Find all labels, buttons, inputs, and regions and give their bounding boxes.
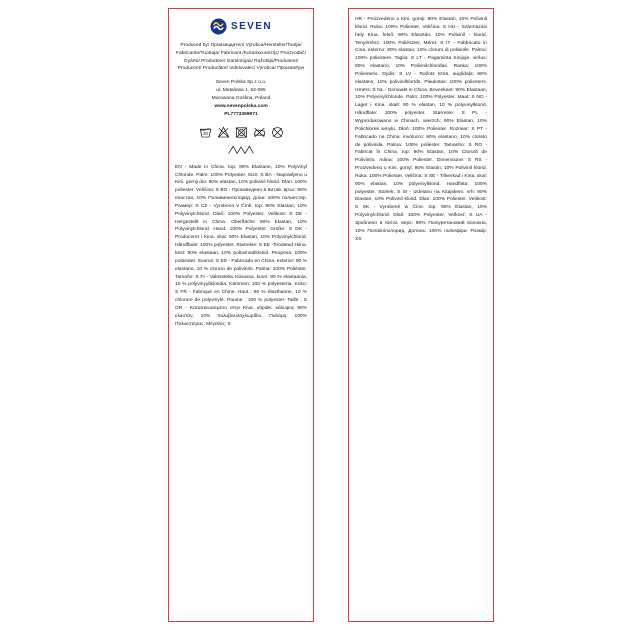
produced-by-heading: Produced by/ Производител/ Výrobca/Hersteller/Tootja/ Fabricante/Tuottaja/ Fabricant /Κατασκευαστής/ Proizvođač/ Gyártó/ Produttore/ Gamintojas/ Ražotājs/Produsent/ Producent/ Producător/ Izdelovalec/ Výrobca/ Произвођач xyxy=(176,43,306,72)
seven-logo-icon xyxy=(210,18,227,35)
address-website: www.sevenpolska.com xyxy=(214,103,268,109)
care-symbol-row xyxy=(175,126,307,139)
address-city: Murowana Goślina, Poland xyxy=(211,95,271,101)
brand-name: SEVEN xyxy=(231,21,272,32)
address-company: Seven Polska Sp z o.o. xyxy=(215,80,267,85)
left-label-panel xyxy=(168,8,314,622)
do-not-dry-clean-icon xyxy=(271,126,284,139)
svg-text:30: 30 xyxy=(202,130,208,136)
right-label-panel xyxy=(348,8,494,622)
wave-mark-row xyxy=(175,143,307,156)
address-street: ul. Metalowa 1, 62-095 xyxy=(216,87,266,93)
barcode-wave-icon xyxy=(228,143,254,156)
do-not-iron-icon xyxy=(253,126,266,139)
left-composition-text: EN - Made in China. top: 90% Elastane, 10% Polyvinyl Chloride. Palm: 100% Polyester. Size: S BA - Napravljeno u Kini. gornji dio: 90% elastan, 10% polivinil hlorid. Dlan: 100% poliester. Veličina: S BG - Произведено в Китай. връх: 90% еластан, 10% Поливинилхлорид. длан: 100% полиестер. Размер: S CZ - Vyrobeno v Číně. top: 90% Elastan, 10% Polyvinylchlorid. Dlaň: 100% Polyester. Velikost: S DE - Hergestellt in China. Oberfläche 90% Elastan, 10% Polyvinylchlorid. Hand: 100% Polyester. Größe: S DK - Produceret i Kina. skal: 90% Elastan, 10% Polyvinylchlorid. Håndflade: 100% polyester. Størrelse: S EE -Toodetud Hiina. kest: 90% elastaan, 10% polüvinüülkloriid. Peopesa: 100% polüester. Suurus: S ES - Fabricado en China. exterior: 90 % elastano, 10 % cloruro de polivinilo. Palma: 100% Poliéster. Tamaño: S FI - Valmistettu Kiinassa. kuori: 90 % elastaania, 10 % polyvinyylikloridia. Kämmen: 100 % polyesteria. Koko: S FR - Fabriqué en Chine. Haut : 90 % élasthanne, 10 % chlorure de polyvinyle. Paume : 100 % polyester. Taille : S GR - Κατασκευασμένο στην Κίνα. vitρίde: κάλυψος 90% ελαστάν, 10% πολυβινυλοχλωρίδιο. Παλάμη: 100% Πολυεστέρας. Μέγεθος: S xyxy=(175,164,307,327)
brand-logo xyxy=(175,18,307,35)
do-not-bleach-icon xyxy=(217,126,230,139)
right-composition-text: HR - Proizvedeno u Kini. gornji: 90% Elastan, 10% Polivinil klorid. Ruka: 100% Poliester, Veličina: S HU - Származási hely Kína. felső: 90% Elasztán, 10% Polivinil - klorid. Tenyérrész: 100% Poliészter, Méret: S IT - Fabbricato in Cina. esterno: 90% elastan, 10% cloruro di polivinile. Palmo: 100% poliestere. Taglia: S LT - Pagaminta Kinijoje. viršus: 90% elastano, 10% Polivinilchloridas. Ranka: 100% Poliesteris. Dydis: S LV - Ražots Ķīnā. augšdaļa: 90% elastāns, 10% polivinilhlorīds. Plaukstas: 100% poliesters. Izmērs: S NL - Gemaakt in China. Bovenkant: 90% Elastaan, 10% Polyvinylchloride. Palm: 100% Polyester. Maat: S NO - Laget i Kina. skall: 90 % elastan, 10 % polyvinylklorid. Håndflate: 100% polyester. Størrelse: S PL - Wyprodukowano w Chinach. wierzch: 90% Elastan, 10% Polichlorek winylu. Dłoń: 100% Poliester. Rozmiar: S PT - Fabricado na China. invólucro: 90% elastano, 10% cloreto de polivinila. Palma: 100% poliéster. Tamanho: S RO - Fabricat în China. top: 90% Elastan, 10% Clorură de Polivinilo. mâna: 100% Poliester. Dimensiune: S RS - Proizvedeno u Kini. gornji: 90% Elastin, 10% Polivinil hlorid. Ruka: 100% Poliester, Veličina: S SE - Tillverkad i Kina. skal: 90% elastan, 10% polyvinylklorid. Handflata: 100% polyester. Storlek: S SI - Izdelano na Kitajskem. vrh: 90% Elastan, 10% Polivinil klorid. Dlan: 100% Poliester. Velikost: S SK - Vyrobené w Číne. top: 90% Elastan, 10% Polyvinylchlorid. Dlaň: 100% Polyester, Veľkosť: S UA - Зроблено в Китаї. верх: 90% Поліуретановий волокна, 10% Полівінілхлорид. Долонь: 100% поліефіри. Розмір: XS xyxy=(355,17,487,242)
manufacturer-address xyxy=(175,79,307,119)
do-not-tumble-dry-icon xyxy=(235,126,248,139)
wash-30-icon xyxy=(199,126,212,139)
address-tax-code: PL7773359971 xyxy=(224,111,258,117)
